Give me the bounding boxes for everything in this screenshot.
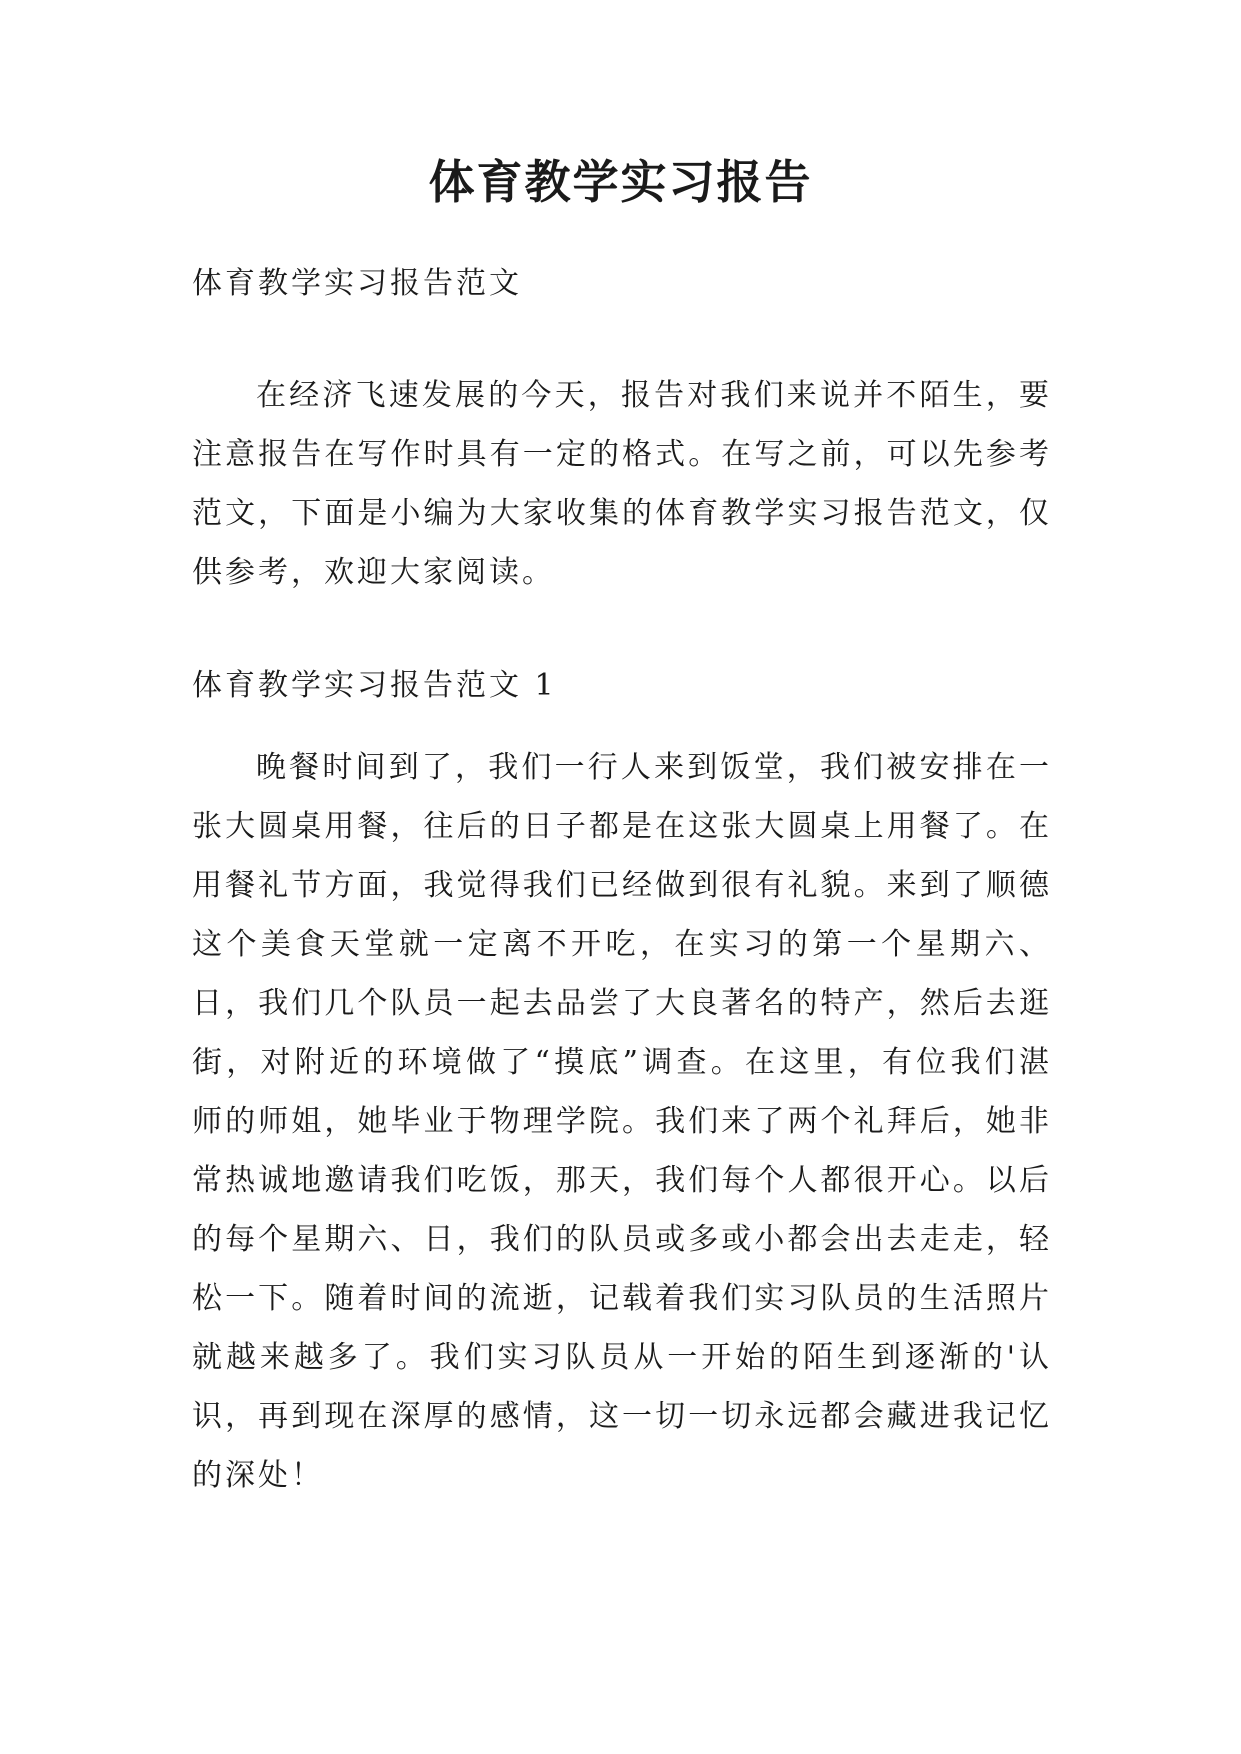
section-heading: 体育教学实习报告范文 1 xyxy=(192,668,557,703)
document-subtitle: 体育教学实习报告范文 xyxy=(192,266,522,301)
intro-paragraph: 在经济飞速发展的今天，报告对我们来说并不陌生，要注意报告在写作时具有一定的格式。在写之前，可以先参考范文，下面是小编为大家收集的体育教学实习报告范文，仅供参考，欢迎大家阅读。 xyxy=(192,378,1052,590)
section-body-paragraph: 晚餐时间到了，我们一行人来到饭堂，我们被安排在一张大圆桌用餐，往后的日子都是在这张大圆桌上用餐了。在用餐礼节方面，我觉得我们已经做到很有礼貌。来到了顺德这个美食天堂就一定离不开吃，在实习的第一个星期六、日，我们几个队员一起去品尝了大良著名的特产，然后去逛街，对附近的环境做了“摸底”调查。在这里，有位我们湛师的师姐，她毕业于物理学院。我们来了两个礼拜后，她非常热诚地邀请我们吃饭，那天，我们每个人都很开心。以后的每个星期六、日，我们的队员或多或小都会出去走走，轻松一下。随着时间的流逝，记载着我们实习队员的生活照片就越来越多了。我们实习队员从一开始的陌生到逐渐的'认识，再到现在深厚的感情，这一切一切永远都会藏进我记忆的深处！ xyxy=(192,750,1052,1493)
document-title: 体育教学实习报告 xyxy=(428,155,813,209)
document-content xyxy=(192,262,1052,1505)
